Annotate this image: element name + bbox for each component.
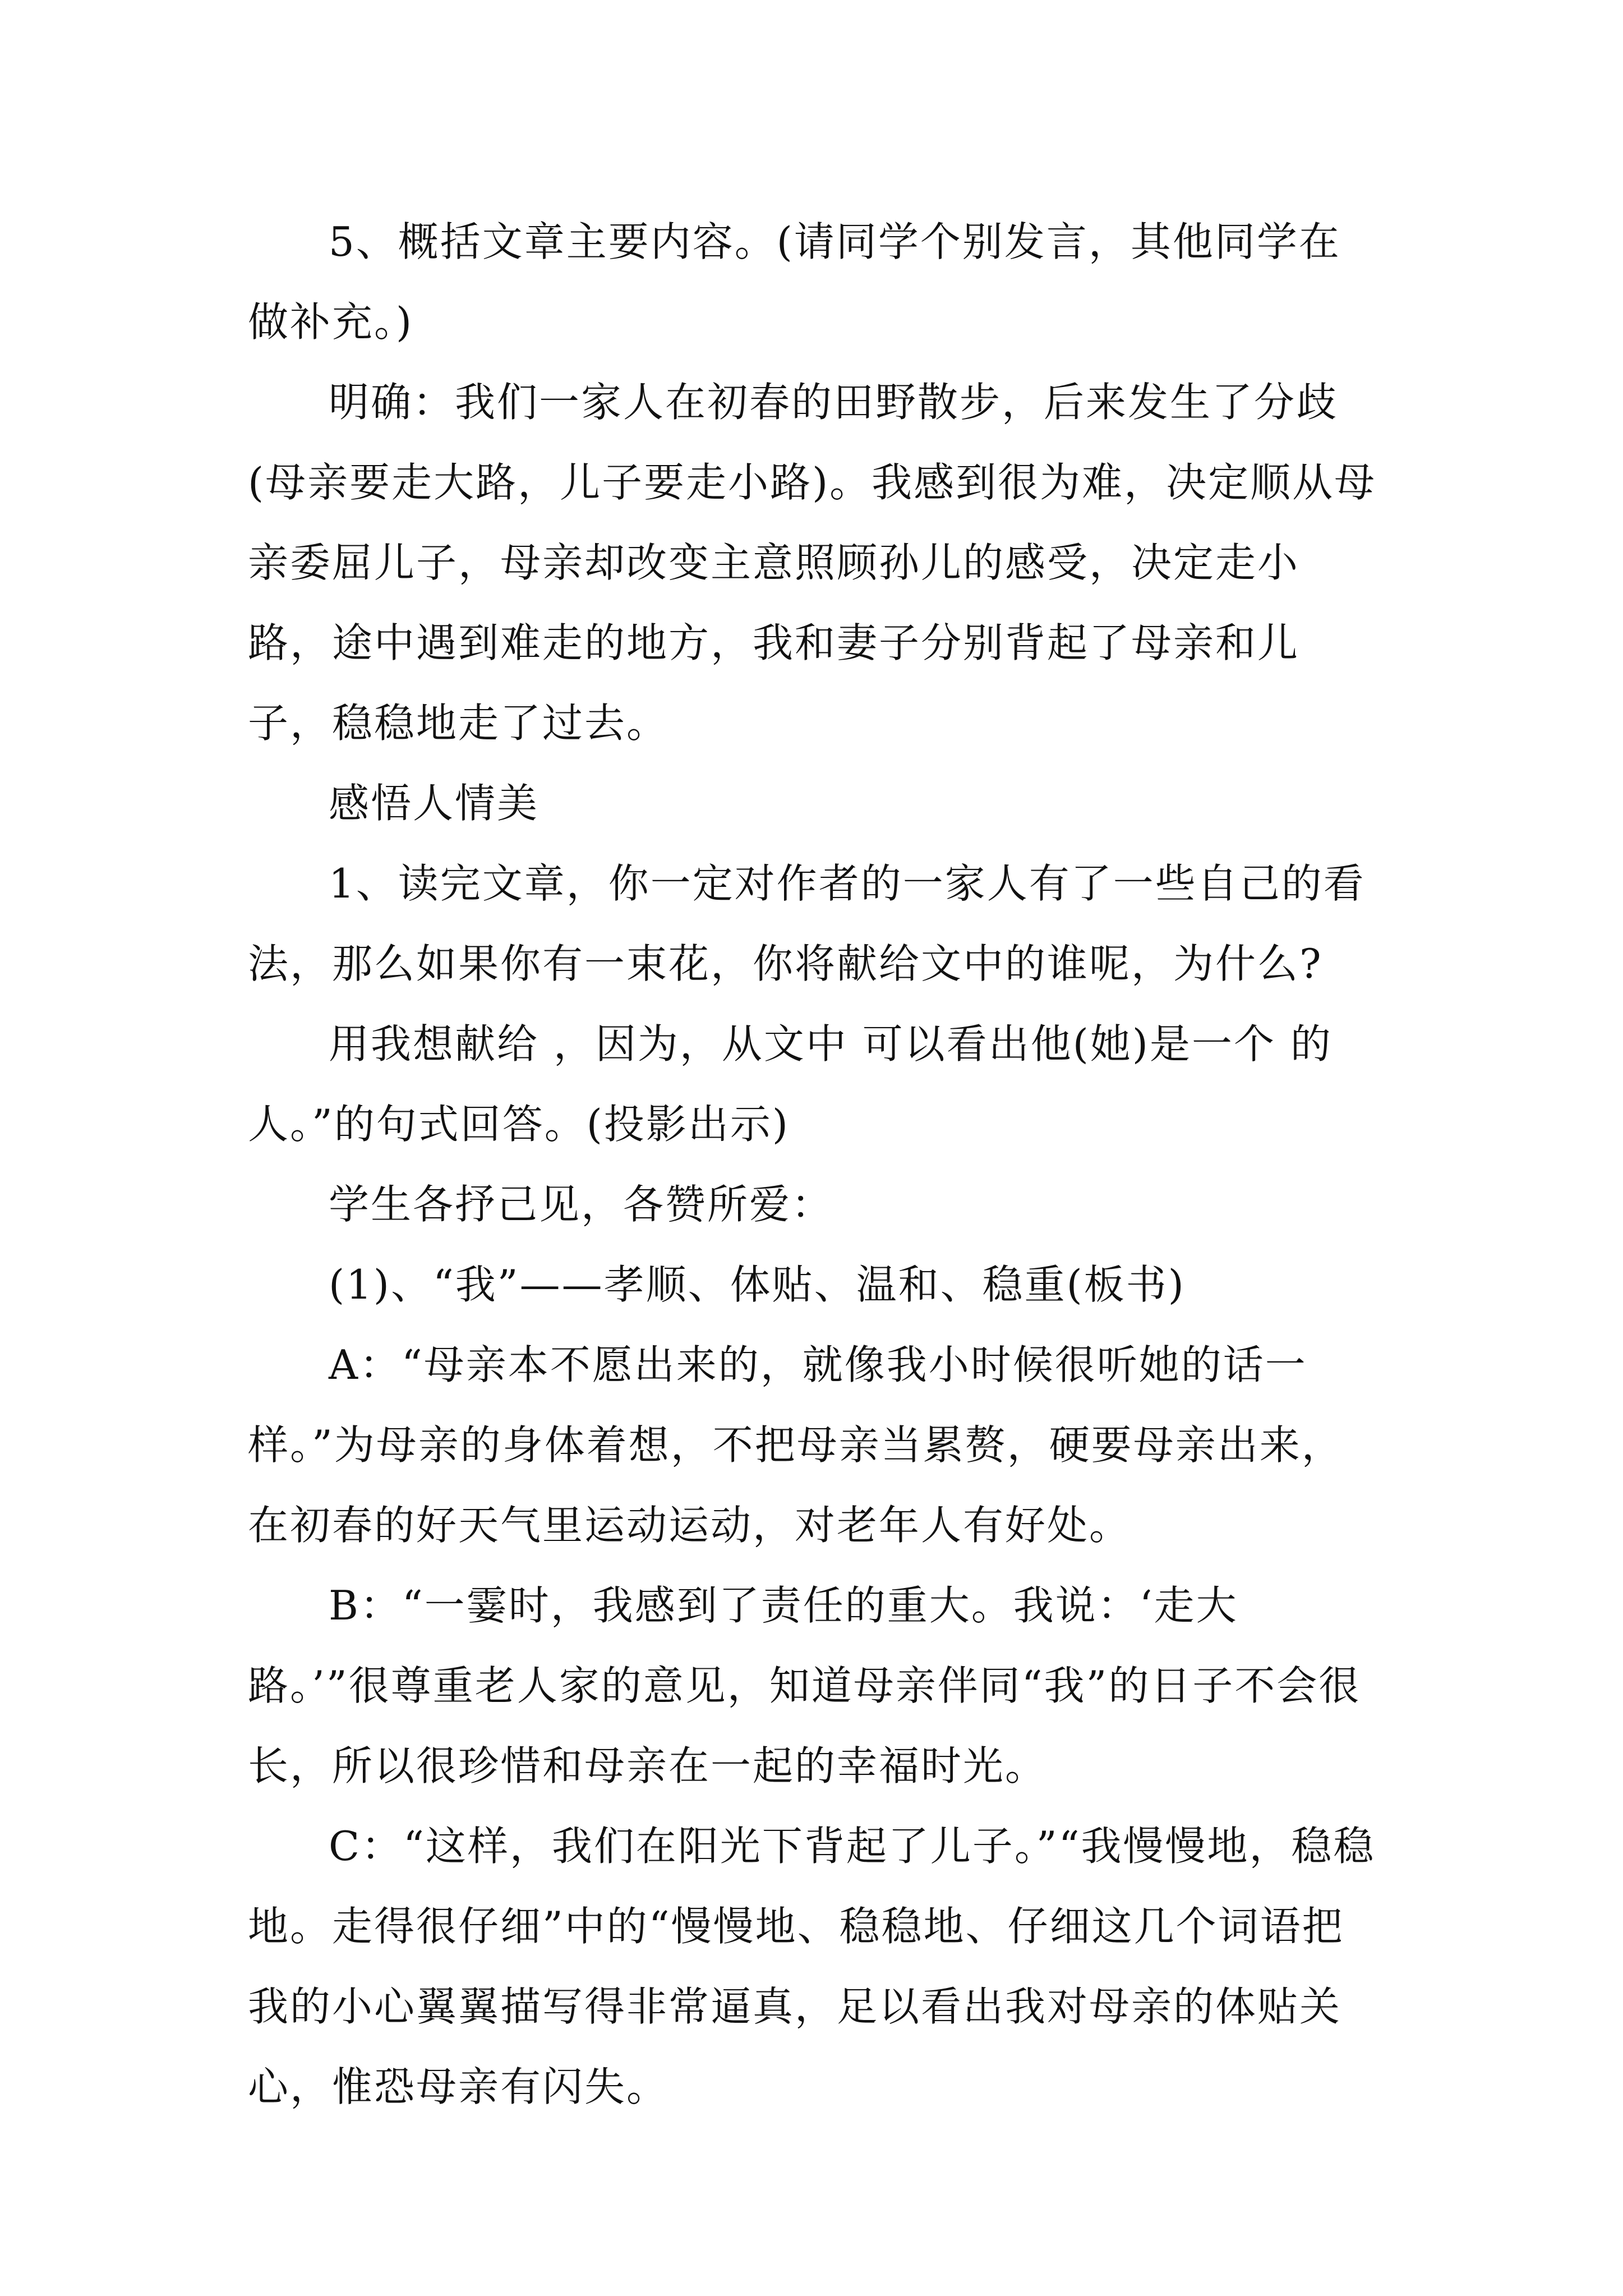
paragraph-students-opinions: 学生各抒己见，各赞所爱： — [329, 1181, 834, 1228]
paragraph-question-1: 1、读完文章，你一定对作者的一家人有了一些自己的看法，那么如果你有一束花，你将献给文中的谁呢，为什么? — [248, 860, 1366, 987]
paragraph-point-1: (1)、“我”——孝顺、体贴、温和、稳重(板书) — [329, 1261, 1186, 1308]
paragraph-point-b: B：“一霎时，我感到了责任的重大。我说：‘走大路。’”很尊重老人家的意见，知道母亲伴同“我”的日子不会很长，所以很珍惜和母亲在一起的幸福时光。 — [248, 1582, 1361, 1789]
paragraph-answer-template: 用我想献给 ，因为，从文中 可以看出他(她)是一个 的人。”的句式回答。(投影出示) — [248, 1020, 1332, 1148]
paragraph-summary-question: 5、概括文章主要内容。(请同学个别发言，其他同学在做补充。) — [248, 218, 1341, 346]
paragraph-point-c: C：“这样，我们在阳光下背起了儿子。”“我慢慢地，稳稳地。走得很仔细”中的“慢慢地、稳稳地、仔细这几个词语把我的小心翼翼描写得非常逼真，足以看出我对母亲的体贴关心，惟恐母亲有闪失。 — [248, 1823, 1376, 2110]
document-body — [248, 202, 1378, 2127]
section-heading: 感悟人情美 — [329, 780, 540, 827]
paragraph-point-a: A：“母亲本不愿出来的，就像我小时候很听她的话一样。”为母亲的身体着想，不把母亲当累赘，硬要母亲出来，在初春的好天气里运动运动，对老年人有好处。 — [248, 1341, 1344, 1549]
paragraph-summary-answer: 明确：我们一家人在初春的田野散步，后来发生了分歧(母亲要走大路，儿子要走小路)。我感到很为难，决定顺从母亲委屈儿子，母亲却改变主意照顾孙儿的感受，决定走小路，途中遇到难走的地方，我和妻子分别背起了母亲和儿子，稳稳地走了过去。 — [248, 379, 1377, 747]
